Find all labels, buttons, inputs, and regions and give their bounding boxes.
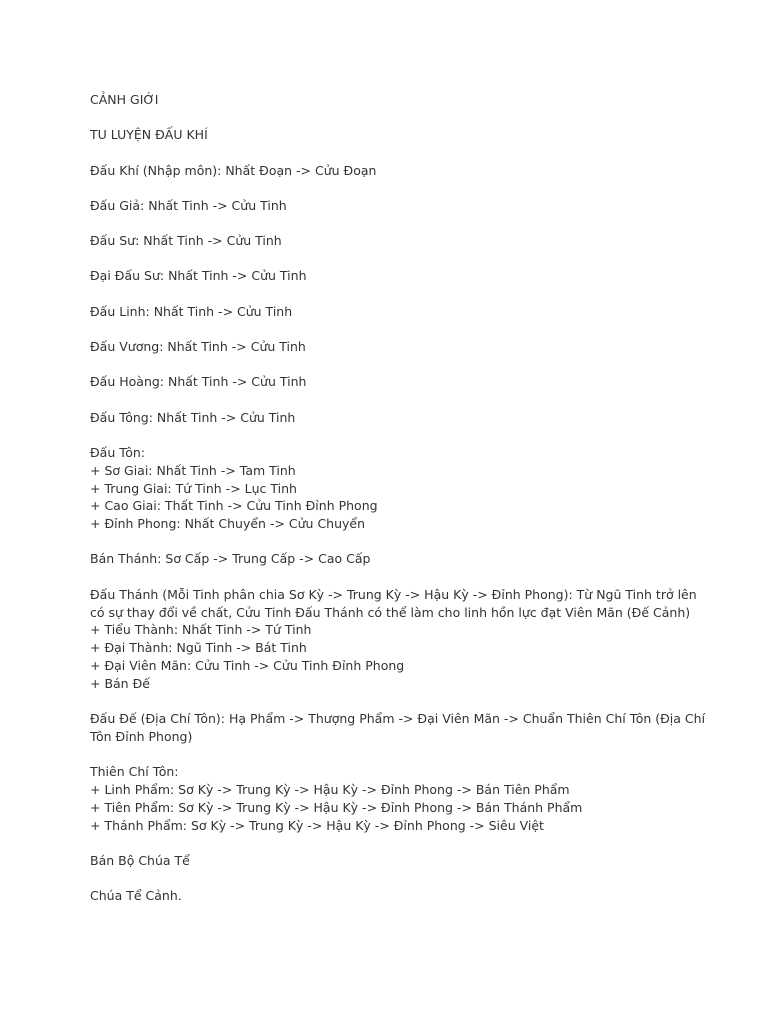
realm-dau-ton xyxy=(90,444,690,533)
realm-description: Đấu Thánh (Mỗi Tinh phân chia Sơ Kỳ -> Trung Kỳ -> Hậu Kỳ -> Đỉnh Phong): Từ Ngũ Tinh trở lên xyxy=(90,586,697,602)
realm-dau-vuong: Đấu Vương: Nhất Tinh -> Cửu Tinh xyxy=(90,339,306,355)
list-item: + Đỉnh Phong: Nhất Chuyển -> Cửu Chuyển xyxy=(90,516,366,532)
realm-ban-thanh: Bán Thánh: Sơ Cấp -> Trung Cấp -> Cao Cấp xyxy=(90,551,371,567)
list-item: + Trung Giai: Tứ Tinh -> Lục Tinh xyxy=(90,480,297,496)
realm-description: Tôn Đỉnh Phong) xyxy=(90,728,193,744)
realm-heading: Thiên Chí Tôn: xyxy=(90,764,179,780)
realm-dau-hoang: Đấu Hoàng: Nhất Tinh -> Cửu Tinh xyxy=(90,374,307,390)
list-item: + Đại Thành: Ngũ Tinh -> Bát Tinh xyxy=(90,640,307,656)
realm-dau-thanh xyxy=(90,586,697,693)
realm-heading: Đấu Tôn: xyxy=(90,444,146,460)
realm-dau-khi: Đấu Khí (Nhập môn): Nhất Đoạn -> Cửu Đoạn xyxy=(90,162,377,178)
realm-dau-de xyxy=(90,710,706,746)
realm-description: có sự thay đổi về chất, Cửu Tinh Đấu Thánh có thể làm cho linh hồn lực đạt Viên Mãn (Đế Cảnh) xyxy=(90,604,691,620)
list-item: + Đại Viên Mãn: Cửu Tinh -> Cửu Tinh Đỉnh Phong xyxy=(90,657,405,673)
list-item: + Thánh Phẩm: Sơ Kỳ -> Trung Kỳ -> Hậu Kỳ -> Đỉnh Phong -> Siêu Việt xyxy=(90,817,544,833)
list-item: + Sơ Giai: Nhất Tinh -> Tam Tinh xyxy=(90,462,296,478)
document-title: CẢNH GIỚI xyxy=(90,92,159,107)
list-item: + Tiên Phẩm: Sơ Kỳ -> Trung Kỳ -> Hậu Kỳ -> Đỉnh Phong -> Bán Thánh Phẩm xyxy=(90,799,583,815)
document-page xyxy=(90,91,706,922)
list-item: + Bán Đế xyxy=(90,675,150,691)
realm-ban-bo-chua-te: Bán Bộ Chúa Tể xyxy=(90,852,190,868)
realm-dau-gia: Đấu Giả: Nhất Tinh -> Cửu Tinh xyxy=(90,197,287,213)
section-heading: TU LUYỆN ĐẤU KHÍ xyxy=(90,127,208,143)
realm-thien-chi-ton xyxy=(90,763,690,834)
realm-chua-te-canh: Chúa Tể Cảnh. xyxy=(90,888,182,904)
list-item: + Cao Giai: Thất Tinh -> Cửu Tinh Đỉnh Phong xyxy=(90,498,378,514)
realm-dau-linh: Đấu Linh: Nhất Tinh -> Cửu Tinh xyxy=(90,303,293,319)
realm-description: Đấu Đế (Địa Chí Tôn): Hạ Phẩm -> Thượng Phẩm -> Đại Viên Mãn -> Chuẩn Thiên Chí Tôn (Địa Chí xyxy=(90,711,706,727)
realm-dau-su: Đấu Sư: Nhất Tinh -> Cửu Tinh xyxy=(90,233,282,249)
list-item: + Tiểu Thành: Nhất Tinh -> Tứ Tinh xyxy=(90,622,312,638)
realm-dau-tong: Đấu Tông: Nhất Tinh -> Cửu Tinh xyxy=(90,409,296,425)
list-item: + Linh Phẩm: Sơ Kỳ -> Trung Kỳ -> Hậu Kỳ -> Đỉnh Phong -> Bán Tiên Phẩm xyxy=(90,781,570,797)
realm-dai-dau-su: Đại Đấu Sư: Nhất Tinh -> Cửu Tinh xyxy=(90,268,307,284)
